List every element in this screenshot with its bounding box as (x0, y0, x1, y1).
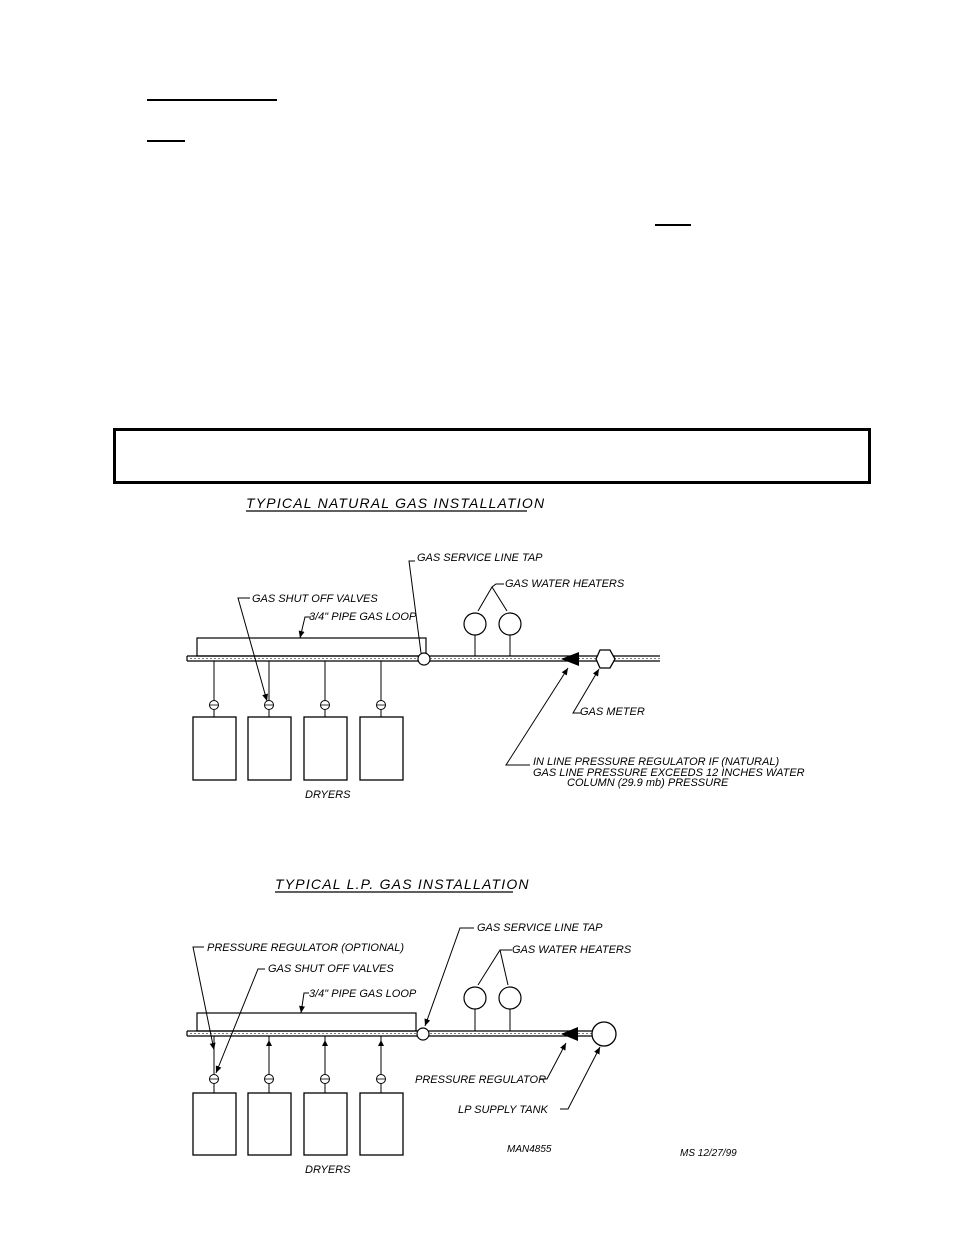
dryer-unit (248, 1093, 291, 1155)
lp-supply-tank-label: LP SUPPLY TANK (458, 1104, 548, 1116)
water-heater-icon (499, 613, 521, 635)
gas-meter-icon (596, 650, 615, 668)
service-tap-label: GAS SERVICE LINE TAP (477, 922, 603, 934)
pipe-loop-label: 3/4" PIPE GAS LOOP (309, 988, 417, 1000)
dryers-label: DRYERS (305, 789, 351, 801)
dryer-unit (248, 717, 291, 780)
dryer-unit (304, 717, 347, 780)
water-heaters-label: GAS WATER HEATERS (512, 944, 632, 956)
gas-meter-label: GAS METER (580, 706, 645, 718)
dryer-unit (360, 717, 403, 780)
dryer-unit (360, 1093, 403, 1155)
drawing-initials-date: MS 12/27/99 (680, 1148, 737, 1159)
water-heaters (464, 584, 521, 656)
dryers-label: DRYERS (305, 1164, 351, 1176)
water-heater-icon (464, 613, 486, 635)
drawing-number: MAN4855 (507, 1144, 552, 1155)
service-tap-label: GAS SERVICE LINE TAP (417, 552, 543, 564)
pressure-regulator-icon (561, 652, 579, 666)
pressure-regulator-optional-label: PRESSURE REGULATOR (OPTIONAL) (207, 942, 405, 954)
service-tap-icon (417, 1028, 429, 1040)
lp-gas-title: TYPICAL L.P. GAS INSTALLATION (275, 876, 530, 892)
pipe-loop-label: 3/4" PIPE GAS LOOP (309, 611, 417, 623)
water-heaters-label: GAS WATER HEATERS (505, 578, 625, 590)
shut-off-valves-label: GAS SHUT OFF VALVES (252, 593, 378, 605)
main-gas-pipe (187, 1031, 592, 1036)
pipe-gas-loop (197, 1013, 416, 1031)
pressure-regulator-icon (561, 1027, 578, 1041)
water-heaters (464, 950, 521, 1031)
service-tap-icon (418, 653, 430, 665)
regulator-note-line2: GAS LINE PRESSURE EXCEEDS 12 INCHES WATER (533, 767, 805, 779)
lp-gas-diagram (187, 876, 737, 1176)
dryer-unit (193, 717, 236, 780)
dryer-unit (193, 1093, 236, 1155)
regulator-note-line1: IN LINE PRESSURE REGULATOR IF (NATURAL) (533, 756, 780, 768)
pipe-gas-loop (197, 638, 426, 656)
lp-supply-tank-icon (592, 1022, 616, 1046)
dryers (193, 717, 403, 780)
natural-gas-diagram (187, 495, 805, 801)
regulator-note-line3: COLUMN (29.9 mb) PRESSURE (567, 777, 729, 789)
water-heater-icon (499, 987, 521, 1009)
natural-gas-title: TYPICAL NATURAL GAS INSTALLATION (246, 495, 546, 511)
water-heater-icon (464, 987, 486, 1009)
dryer-valves (210, 1036, 386, 1093)
dryers (193, 1093, 403, 1155)
dryer-unit (304, 1093, 347, 1155)
shut-off-valves-label: GAS SHUT OFF VALVES (268, 963, 394, 975)
pressure-regulator-label: PRESSURE REGULATOR (415, 1074, 547, 1086)
dryer-valves (210, 661, 386, 717)
